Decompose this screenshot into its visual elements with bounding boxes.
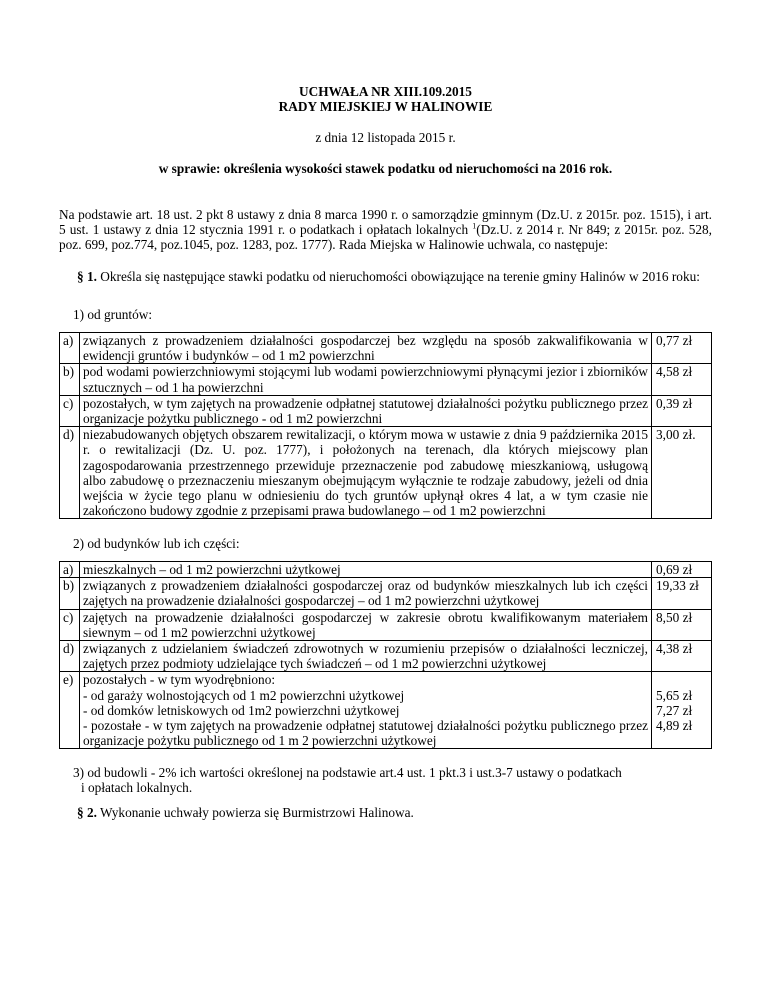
paragraph-1 (59, 269, 712, 284)
row-rate: 4,58 zł (652, 364, 712, 395)
row-description: niezabudowanych objętych obszarem rewitalizacji, o którym mowa w ustawie z dnia 9 października 2015 r. o rewitalizacji (Dz. U. poz. 1777), i położonych na terenach, dla których miejscowy plan zagospodarowania przestrzennego przewiduje przeznaczenie pod zabudowę mieszkaniową, usługową albo zabudowę o przeznaczeniu mieszanym obejmującym wyłącznie te rodzaje zabudowy, jeżeli od dnia wejścia w życie tego planu w odniesieniu do tych gruntów upłynął okres 4 lat, a w tym czasie nie zakończono budowy zgodnie z przepisami prawa budowlanego – od 1 m2 powierzchni (80, 427, 652, 519)
table-row (60, 562, 712, 578)
row-label: c) (60, 395, 80, 426)
preamble-text-b: (Dz.U. z 2014 r. Nr 849; z 2015r. poz. 528, poz. 699, poz.774, poz.1045, poz. 1283, poz. 1777). Rada Miejska w Halinowie uchwala, co następuje: (59, 222, 712, 253)
row-label: c) (60, 609, 80, 640)
row-rate: 3,00 zł. (652, 427, 712, 519)
row-description: zajętych na prowadzenie działalności gospodarczej w zakresie obrotu kwalifikowanym materiałem siewnym – od 1 m2 powierzchni użytkowej (80, 609, 652, 640)
row-description: związanych z prowadzeniem działalności gospodarczej bez względu na sposób zakwalifikowania w ewidencji gruntów i budynków – od 1 m2 powierzchni (80, 333, 652, 364)
row-label: a) (60, 333, 80, 364)
row-rate (652, 672, 712, 749)
footnote-marker: 1 (472, 221, 477, 231)
table-row (60, 333, 712, 364)
row-rate: 8,50 zł (652, 609, 712, 640)
table-row (60, 641, 712, 672)
resolution-date: z dnia 12 listopada 2015 r. (315, 130, 456, 145)
point-3-structures (59, 765, 712, 795)
resolution-subject: w sprawie: określenia wysokości stawek podatku od nieruchomości na 2016 rok. (158, 161, 613, 176)
paragraph-2 (77, 805, 712, 820)
row-label: e) (60, 672, 80, 749)
row-label: d) (60, 641, 80, 672)
row-description: pod wodami powierzchniowymi stojącymi lub wodami powierzchniowymi płynącymi jezior i zbiorników sztucznych – od 1 ha powierzchni (80, 364, 652, 395)
sub-item-description: - od garaży wolnostojących od 1 m2 powierzchni użytkowej (83, 687, 405, 703)
table-row (60, 427, 712, 519)
row-e-intro: pozostałych - w tym wyodrębniono: (83, 672, 276, 688)
section-2-heading: 2) od budynków lub ich części: (73, 536, 240, 551)
land-rates-table (59, 332, 712, 519)
point-3-line-1: 3) od budowli - 2% ich wartości określonej na podstawie art.4 ust. 1 pkt.3 i ust.3-7 ustawy o podatkach (73, 765, 622, 780)
sub-item-rate: 7,27 zł (656, 702, 693, 718)
paragraph-2-label: § 2. (77, 805, 97, 820)
row-rate: 0,39 zł (652, 395, 712, 426)
row-label: d) (60, 427, 80, 519)
row-description: związanych z udzielaniem świadczeń zdrowotnych w rozumieniu przepisów o działalności leczniczej, zajętych przez podmioty udzielające tych świadczeń – od 1 m2 powierzchni użytkowej (80, 641, 652, 672)
sub-item-rate: 4,89 zł (656, 718, 693, 734)
point-3-line-2: i opłatach lokalnych. (81, 780, 193, 796)
row-description: związanych z prowadzeniem działalności gospodarczej oraz od budynków mieszkalnych lub ich części zajętych na prowadzenie działalności gospodarczej – od 1 m2 powierzchni użytkowej (80, 578, 652, 609)
row-rate: 19,33 zł (652, 578, 712, 609)
resolution-number: UCHWAŁA NR XIII.109.2015 (299, 84, 472, 99)
building-rates-table (59, 561, 712, 749)
row-description: mieszkalnych – od 1 m2 powierzchni użytkowej (80, 562, 652, 578)
table-row (60, 578, 712, 609)
row-e-intro-spacer (656, 672, 708, 687)
row-rate: 0,77 zł (652, 333, 712, 364)
sub-item-description: - pozostałe - w tym zajętych na prowadzenie odpłatnej statutowej działalności pożytku publicznego przez organizacje pożytku publicznego od 1 m 2 powierzchni użytkowej (83, 718, 648, 749)
paragraph-1-label: § 1. (77, 269, 97, 284)
preamble-text-a: Na podstawie art. 18 ust. 2 pkt 8 ustawy z dnia 8 marca 1990 r. o samorządzie gminnym (Dz.U. z 2015r. poz. 1515), i art. 5 ust. 1 ustawy z dnia 12 stycznia 1991 r. o podatkach i opłatach lokalnych (59, 207, 712, 238)
table-row (60, 395, 712, 426)
row-label: b) (60, 364, 80, 395)
row-description (80, 672, 652, 749)
row-label: b) (60, 578, 80, 609)
paragraph-2-text: Wykonanie uchwały powierza się Burmistrzowi Halinowa. (96, 805, 414, 820)
row-label: a) (60, 562, 80, 578)
row-rate: 0,69 zł (652, 562, 712, 578)
sub-item-rate: 5,65 zł (656, 687, 693, 703)
row-description: pozostałych, w tym zajętych na prowadzenie odpłatnej statutowej działalności pożytku publicznego przez organizacje pożytku publicznego - od 1 m2 powierzchni (80, 395, 652, 426)
sub-item-description: - od domków letniskowych od 1m2 powierzchni użytkowej (83, 702, 400, 718)
preamble (59, 207, 712, 253)
table-row (60, 672, 712, 749)
paragraph-1-text: Określa się następujące stawki podatku od nieruchomości obowiązujące na terenie gminy Halinów w 2016 roku: (96, 269, 700, 284)
council-name: RADY MIEJSKIEJ W HALINOWIE (278, 99, 493, 114)
row-rate: 4,38 zł (652, 641, 712, 672)
table-row (60, 609, 712, 640)
table-row (60, 364, 712, 395)
section-1-heading: 1) od gruntów: (73, 307, 153, 322)
